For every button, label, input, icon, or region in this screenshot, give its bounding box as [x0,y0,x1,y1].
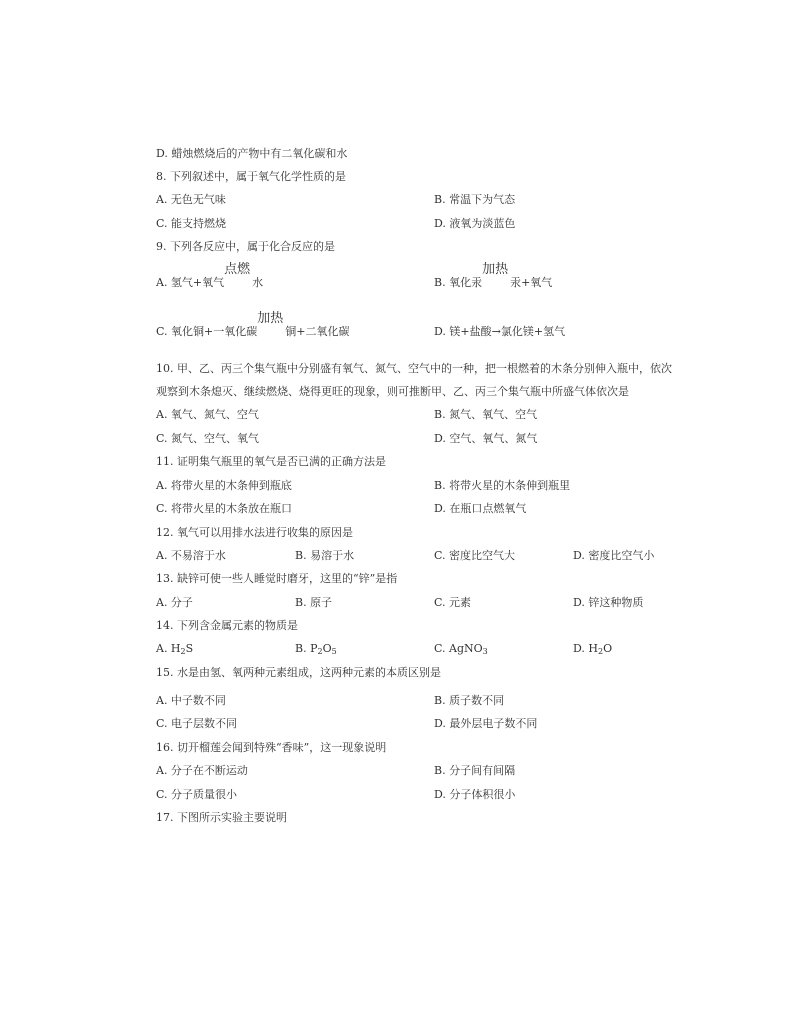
q14-stem: 14. 下列含金属元素的物质是 [156,619,298,632]
q14-option-c [434,642,488,659]
q11-option-b: B. 将带火星的木条伸到瓶里 [434,479,571,492]
q16-option-b: B. 分子间有间隔 [434,764,516,777]
condition-label: 加热 [482,262,509,277]
q16-option-a: A. 分子在不断运动 [156,764,248,777]
formula-subscript: 2 [317,647,323,656]
formula-subscript: 3 [482,647,488,656]
formula-part: D. H [573,642,599,655]
q13-option-c: C. 元素 [434,596,472,609]
q9-c-reactants: C. 氧化铜+一氧化碳 [156,325,258,338]
q12-option-d: D. 密度比空气小 [573,549,655,562]
q9-a-products: 水 [252,276,264,289]
q12-option-b: B. 易溶于水 [295,549,355,562]
q16-option-d: D. 分子体积很小 [434,788,516,801]
q9-option-c [156,311,350,339]
q13-option-d: D. 锌这种物质 [573,596,644,609]
formula-part: O [603,642,613,655]
formula-part: B. P [295,642,318,655]
condition-label: 点燃 [224,262,251,277]
q12-stem: 12. 氧气可以用排水法进行收集的原因是 [156,526,353,539]
q7-option-d: D. 蜡烛燃烧后的产物中有二氧化碳和水 [156,147,348,160]
q10-option-b: B. 氮气、氧气、空气 [434,408,538,421]
reaction-condition [224,262,252,290]
q15-option-c: C. 电子层数不同 [156,717,238,730]
q11-option-d: D. 在瓶口点燃氧气 [434,502,527,515]
q9-option-a [156,262,264,290]
q13-stem: 13. 缺锌可使一些人睡觉时磨牙，这里的“锌”是指 [156,572,398,585]
q8-option-c: C. 能支持燃烧 [156,217,227,230]
q13-option-a: A. 分子 [156,596,193,609]
q11-option-a: A. 将带火星的木条伸到瓶底 [156,479,292,492]
q9-b-products: 汞+氧气 [510,276,553,289]
q10-stem-line1: 10. 甲、乙、丙三个集气瓶中分别盛有氧气、氮气、空气中的一种，把一根燃着的木条分别伸入瓶中，依次 [156,362,672,375]
q14-option-a [156,642,193,659]
reaction-condition [482,262,510,290]
formula-part: S [185,642,194,655]
q11-stem: 11. 证明集气瓶里的氧气是否已满的正确方法是 [156,455,386,468]
formula-part: O [322,642,332,655]
q8-option-d: D. 液氧为淡蓝色 [434,217,516,230]
formula-part: A. H [156,642,181,655]
q15-option-b: B. 质子数不同 [434,694,505,707]
formula-subscript: 5 [331,647,337,656]
q14-option-b [295,642,337,659]
q14-option-d [573,642,612,659]
q16-stem: 16. 切开榴莲会闻到特殊“香味”，这一现象说明 [156,741,387,754]
q16-option-c: C. 分子质量很小 [156,788,238,801]
q9-a-reactants: A. 氢气+氧气 [156,276,225,289]
q13-option-b: B. 原子 [295,596,333,609]
q10-option-d: D. 空气、氧气、氮气 [434,432,538,445]
q8-option-a: A. 无色无气味 [156,193,226,206]
formula-part: C. AgNO [434,642,483,655]
q8-stem: 8. 下列叙述中，属于氧气化学性质的是 [156,170,346,183]
q11-option-c: C. 将带火星的木条放在瓶口 [156,502,293,515]
q9-c-products: 铜+二氧化碳 [285,325,350,338]
q10-option-c: C. 氮气、空气、氧气 [156,432,260,445]
q9-option-d: D. 镁+盐酸→氯化镁+氢气 [434,325,566,338]
q12-option-a: A. 不易溶于水 [156,549,226,562]
formula-subscript: 2 [598,647,604,656]
reaction-condition [257,311,285,339]
q8-option-b: B. 常温下为气态 [434,193,516,206]
q10-option-a: A. 氧气、氮气、空气 [156,408,259,421]
q10-stem-line2: 观察到木条熄灭、继续燃烧、烧得更旺的现象，则可推断甲、乙、丙三个集气瓶中所盛气体依次是 [156,385,629,398]
q15-stem: 15. 水是由氢、氧两种元素组成，这两种元素的本质区别是 [156,666,441,679]
q9-option-b [434,262,553,290]
q15-option-d: D. 最外层电子数不同 [434,717,538,730]
q9-b-reactants: B. 氧化汞 [434,276,483,289]
q12-option-c: C. 密度比空气大 [434,549,516,562]
condition-label: 加热 [257,311,284,326]
formula-subscript: 2 [180,647,186,656]
q9-stem: 9. 下列各反应中，属于化合反应的是 [156,240,335,253]
q15-option-a: A. 中子数不同 [156,694,226,707]
q17-stem: 17. 下图所示实验主要说明 [156,811,287,824]
